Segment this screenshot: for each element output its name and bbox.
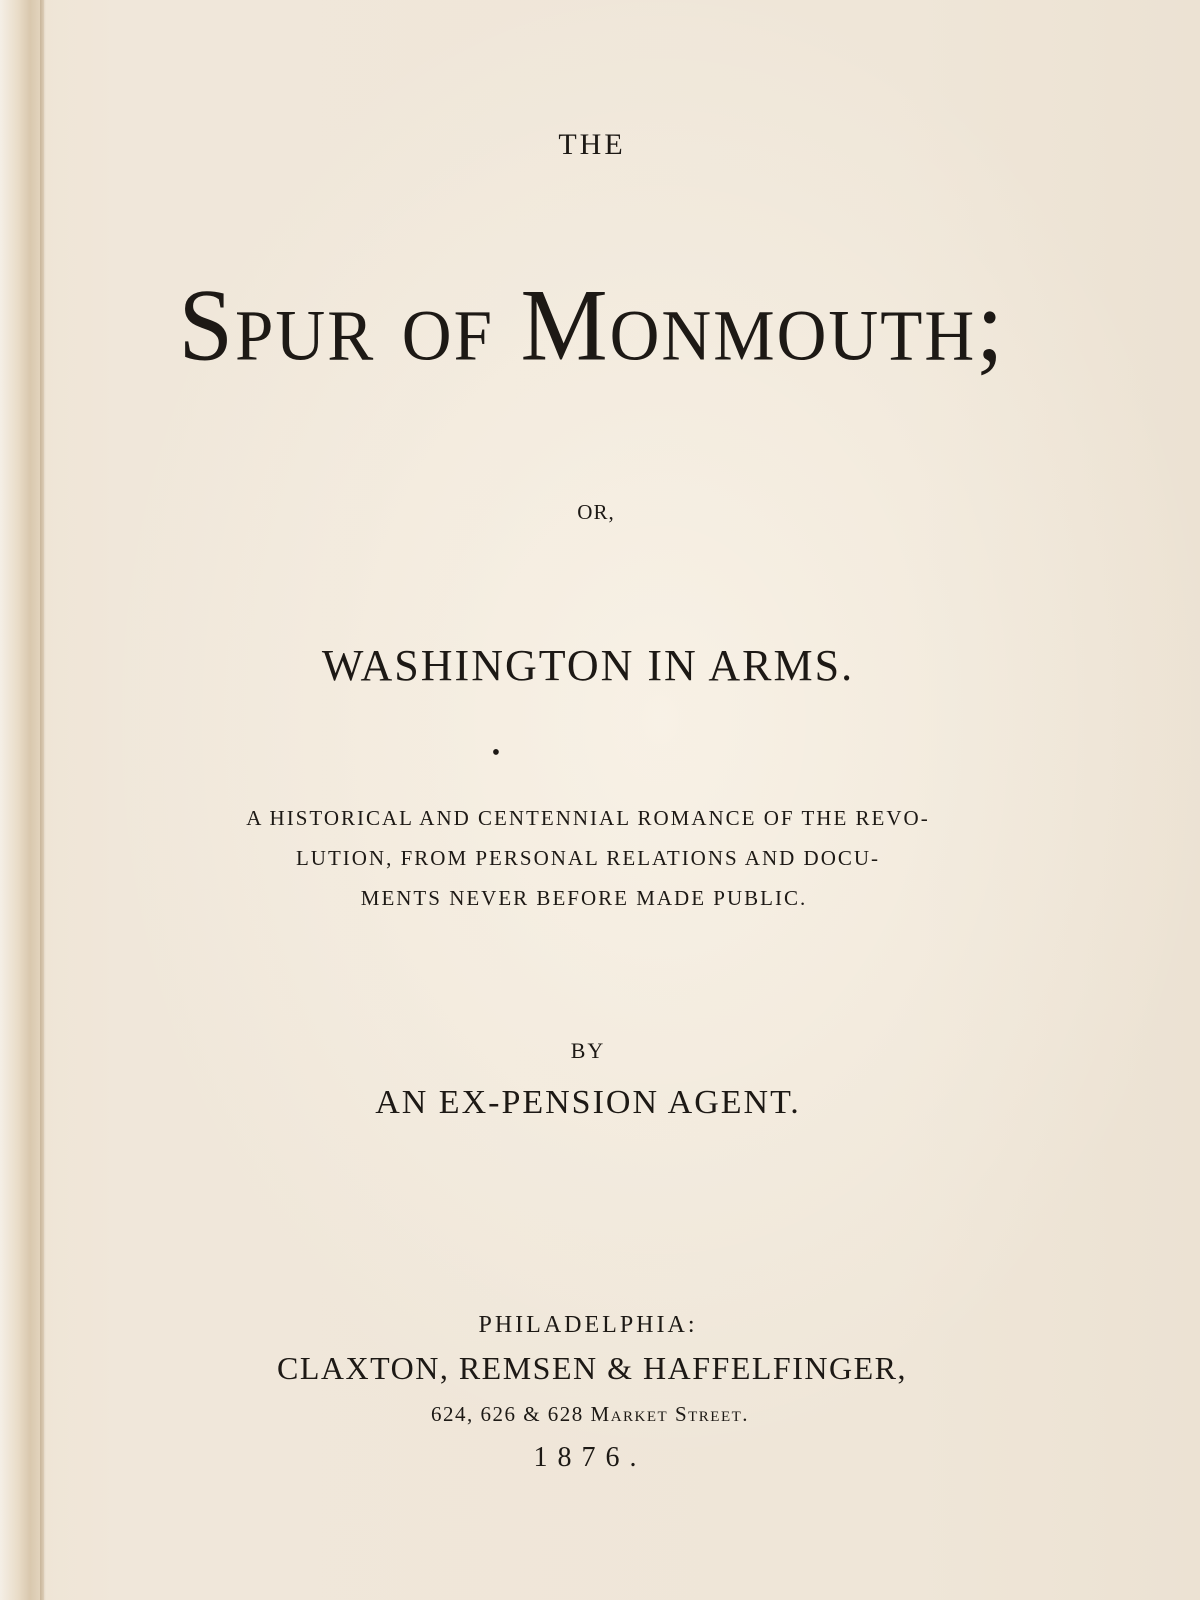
description-line: MENTS NEVER BEFORE MADE PUBLIC. [360,886,808,910]
imprint-publisher: CLAXTON, REMSEN & HAFFELFINGER, [277,1350,907,1386]
subtitle: WASHINGTON IN ARMS. [321,641,855,690]
by-line: BY [570,1038,606,1063]
description-line: LUTION, FROM PERSONAL RELATIONS AND DOCU- [295,846,881,870]
imprint-year: 1876. [533,1442,647,1473]
description-line: A HISTORICAL AND CENTENNIAL ROMANCE OF THE REVO- [246,806,930,830]
or-line: OR, [577,500,615,524]
main-title: Spur of Monmouth; [178,269,1006,383]
imprint-address: 624, 626 & 628 Market Street. [430,1402,750,1426]
imprint-city: PHILADELPHIA: [478,1312,698,1338]
author-line: AN EX-PENSION AGENT. [375,1084,801,1121]
title-article: THE [558,128,626,161]
ornament-dot: • [491,740,501,766]
